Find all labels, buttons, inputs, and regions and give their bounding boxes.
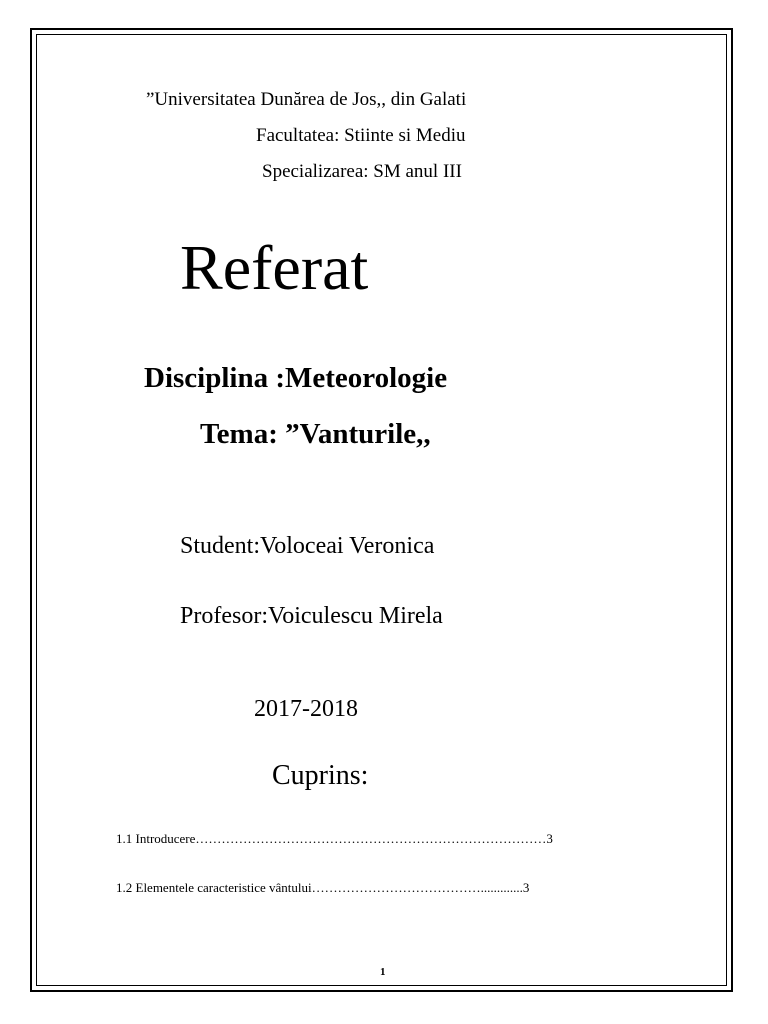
contents-heading: Cuprins:: [272, 760, 369, 791]
discipline-line: Disciplina :Meteorologie: [144, 362, 448, 394]
faculty-name: Facultatea: Stiinte si Mediu: [256, 125, 466, 146]
theme-line: Tema: ”Vanturile,,: [200, 418, 431, 450]
toc-entry-wind-characteristics: 1.2 Elementele caracteristice vântului………………………………….............3: [116, 880, 530, 895]
academic-year: 2017-2018: [254, 696, 358, 722]
document-title: Referat: [180, 232, 369, 303]
specialization: Specializarea: SM anul III: [262, 161, 462, 182]
page-number: 1: [380, 966, 386, 978]
professor-name: Profesor:Voiculescu Mirela: [180, 603, 443, 629]
toc-entry-introduction: 1.1 Introducere………………………………………………………………………3: [116, 831, 553, 846]
university-name: ”Universitatea Dunărea de Jos,, din Galati: [146, 89, 467, 110]
student-name: Student:Voloceai Veronica: [180, 533, 435, 559]
